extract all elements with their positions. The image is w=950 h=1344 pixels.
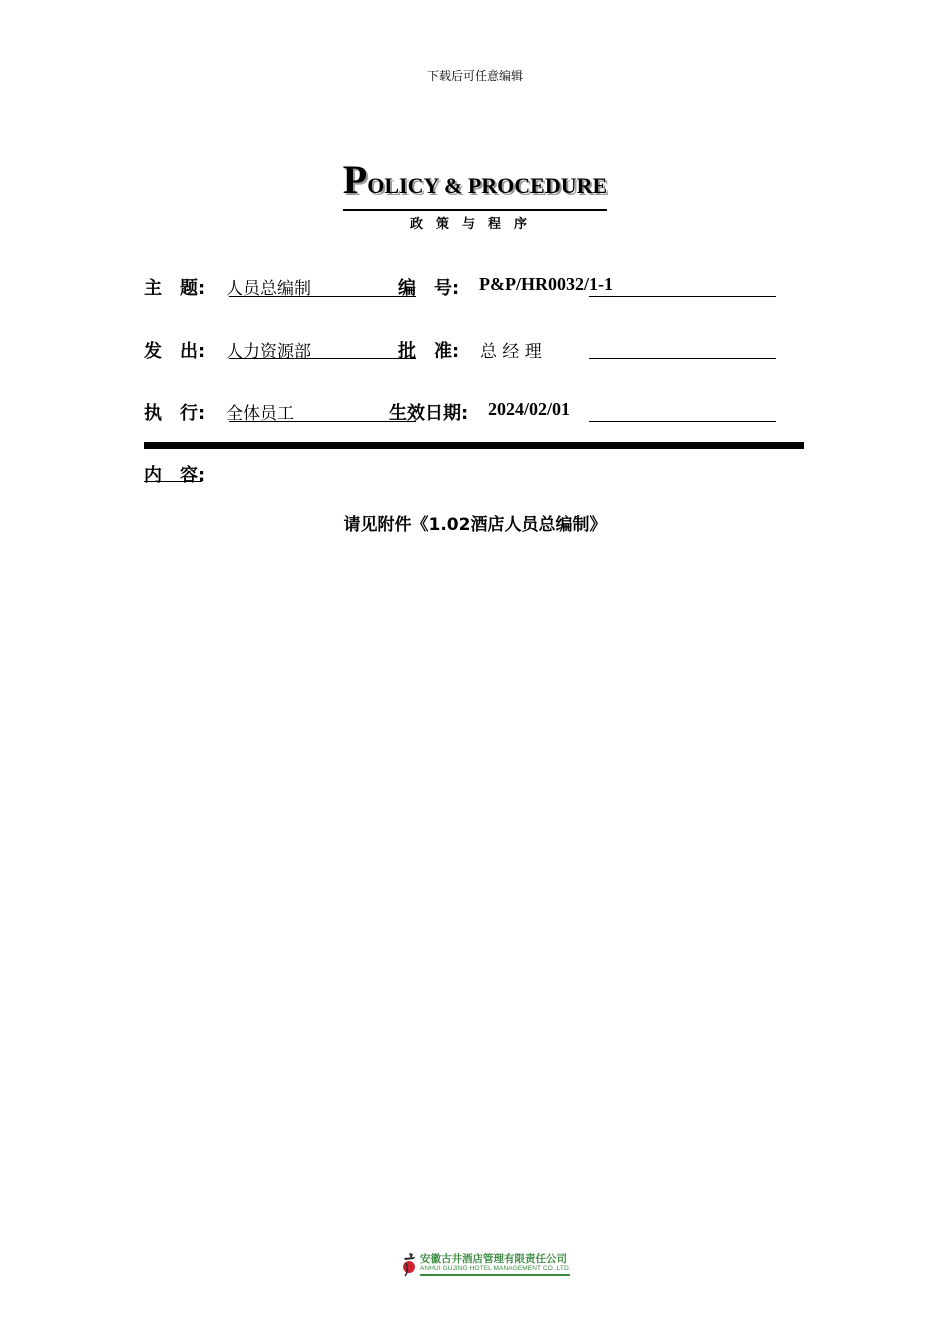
- header-note: 下载后可任意编辑: [426, 69, 523, 83]
- company-logo-mark: [400, 1251, 420, 1277]
- content-text: 请见附件《1.02酒店人员总编制》: [343, 515, 607, 535]
- effective-underline: [589, 421, 776, 422]
- issued-value: 人力资源部: [226, 342, 311, 362]
- company-name-cn: 安徽古井酒店管理有限责任公司: [420, 1253, 567, 1265]
- number-underline: [589, 296, 776, 297]
- effective-label: 生效日期:: [389, 403, 469, 424]
- number-value: P&P/HR0032/1-1: [479, 274, 613, 294]
- subtitle: 政策与程序: [409, 217, 540, 232]
- approved-underline: [589, 358, 776, 359]
- logo-underline: [420, 1274, 570, 1276]
- subject-label: 主 题:: [144, 278, 206, 299]
- execute-label: 执 行:: [144, 403, 206, 424]
- subject-value: 人员总编制: [226, 279, 311, 299]
- company-name-en: ANHUI GUJING HOTEL MANAGEMENT CO.,LTD.: [420, 1265, 571, 1272]
- content-underline: [144, 481, 202, 482]
- issued-underline: [229, 358, 416, 359]
- title-rest: OLICY & PROCEDURE: [367, 173, 608, 198]
- effective-value: 2024/02/01: [488, 399, 571, 419]
- approved-label: 批 准:: [398, 341, 460, 362]
- approved-value: 总 经 理: [480, 342, 542, 362]
- subject-underline: [229, 296, 416, 297]
- title-initial: P: [342, 157, 368, 202]
- execute-value: 全体员工: [226, 404, 294, 424]
- company-logo: [400, 1251, 575, 1279]
- number-label: 编 号:: [398, 278, 460, 299]
- issued-label: 发 出:: [144, 341, 206, 362]
- policy-title: [0, 157, 950, 211]
- section-divider: [144, 442, 804, 449]
- content-label: 内 容:: [144, 465, 206, 486]
- execute-underline: [229, 421, 416, 422]
